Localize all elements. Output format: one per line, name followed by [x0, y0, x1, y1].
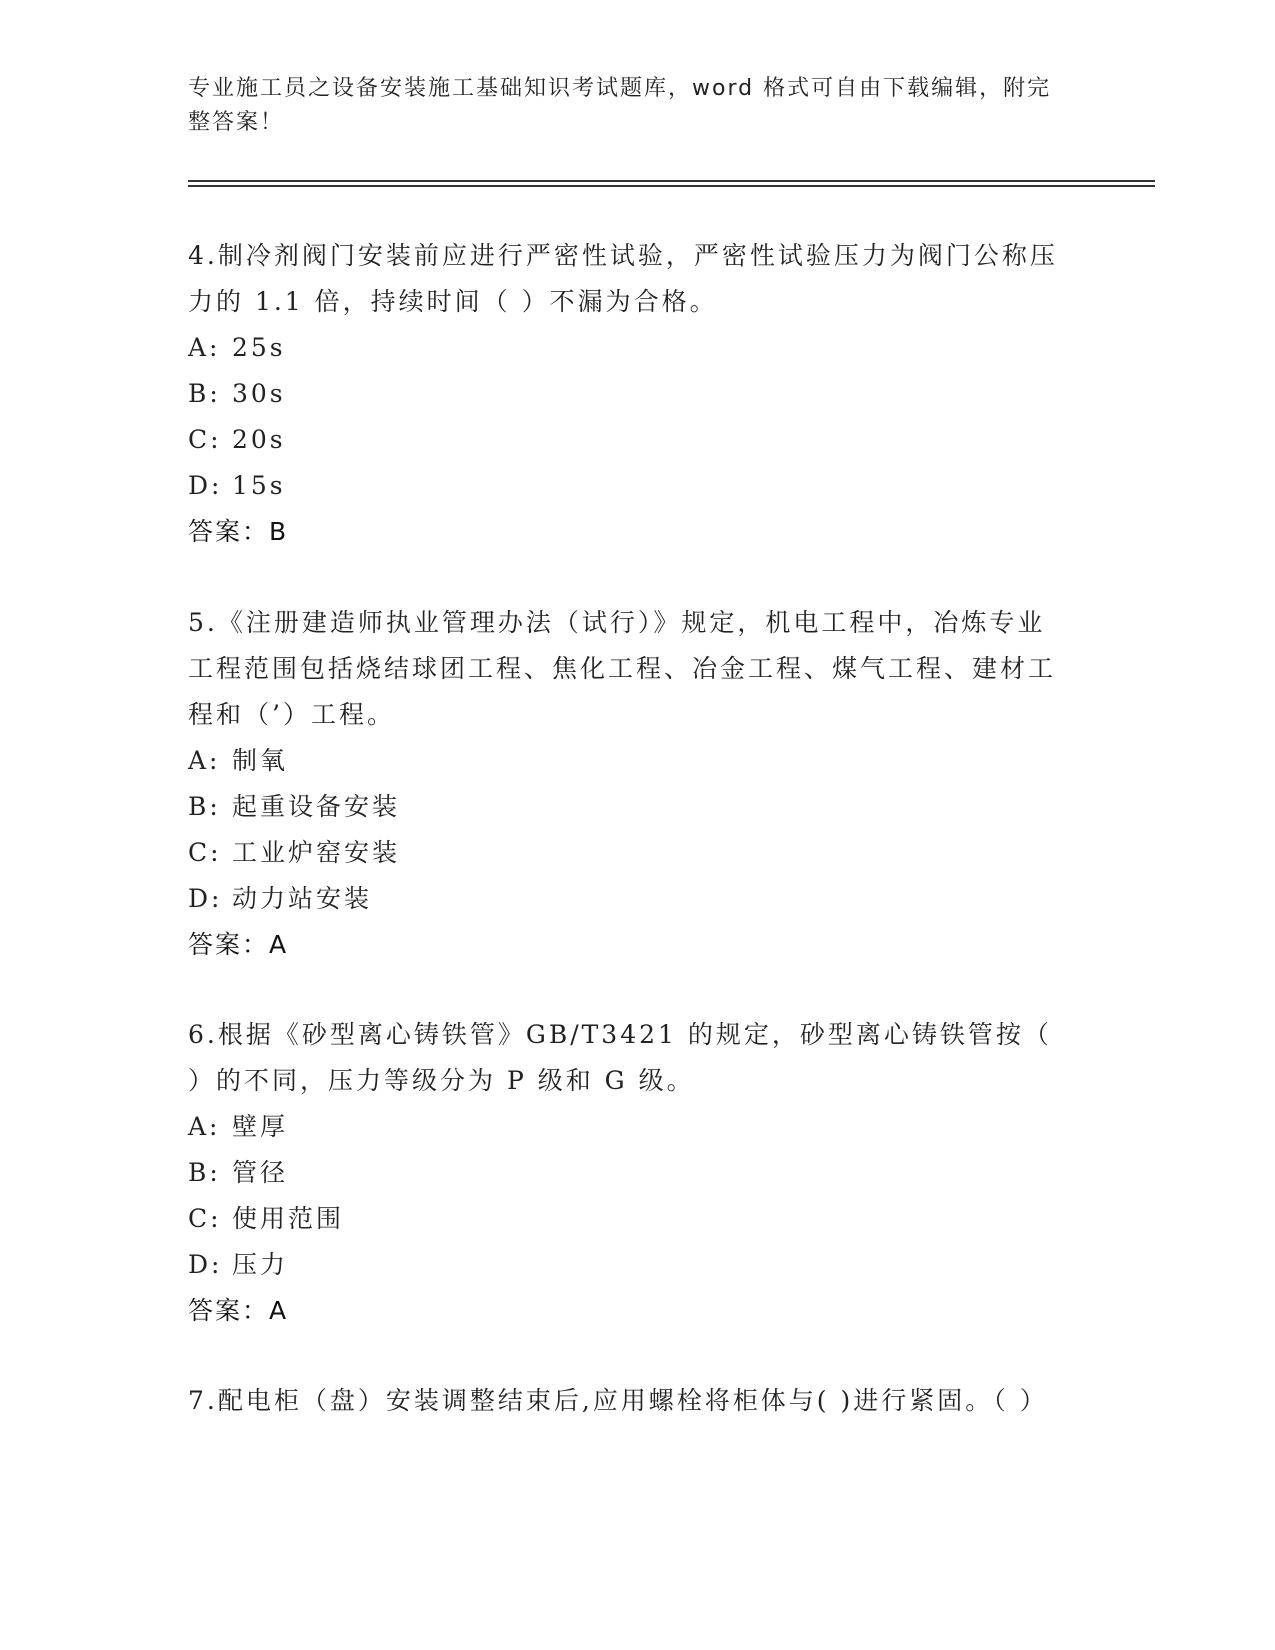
option-a	[188, 325, 1068, 371]
question-stem: 6.根据《砂型离心铸铁管》GB/T3421 的规定，砂型离心铸铁管按（ ）的不同，压力等级分为 P 级和 G 级。	[188, 1020, 1052, 1095]
option-text: 使用范围	[232, 1204, 345, 1233]
option-text: 动力站安装	[232, 884, 373, 913]
answer-line: 答案：A	[188, 1296, 289, 1325]
option-text: 制氧	[232, 746, 289, 775]
option-key: B:	[188, 1158, 221, 1187]
question-6	[188, 1012, 1068, 1334]
option-a	[188, 1104, 1068, 1150]
option-b	[188, 784, 1068, 830]
option-key: C:	[188, 1204, 222, 1233]
header-divider-top	[188, 180, 1155, 182]
option-c	[188, 1196, 1068, 1242]
option-key: C:	[188, 838, 222, 867]
option-c	[188, 417, 1068, 463]
document-header: 专业施工员之设备安装施工基础知识考试题库，word 格式可自由下载编辑，附完整答案！	[188, 76, 1052, 135]
question-7	[188, 1378, 1068, 1424]
option-text: 工业炉窑安装	[232, 838, 401, 867]
question-5	[188, 600, 1068, 968]
option-c	[188, 830, 1068, 876]
option-d	[188, 876, 1068, 922]
answer-line: 答案：B	[188, 517, 289, 546]
option-key: D:	[188, 884, 223, 913]
answer-line: 答案：A	[188, 930, 289, 959]
option-key: B:	[188, 379, 221, 408]
option-text: 壁厚	[232, 1112, 289, 1141]
option-text: 15s	[232, 471, 286, 500]
option-d	[188, 1242, 1068, 1288]
option-text: 30s	[232, 379, 286, 408]
option-d	[188, 463, 1068, 509]
option-key: C:	[188, 425, 222, 454]
option-text: 20s	[232, 425, 286, 454]
option-b	[188, 1150, 1068, 1196]
option-b	[188, 371, 1068, 417]
option-text: 压力	[232, 1250, 289, 1279]
option-key: A:	[188, 333, 221, 362]
question-stem: 4.制冷剂阀门安装前应进行严密性试验，严密性试验压力为阀门公称压力的 1.1 倍，持续时间（ ）不漏为合格。	[188, 241, 1058, 316]
option-key: A:	[188, 1112, 221, 1141]
question-stem: 5.《注册建造师执业管理办法（试行）》规定，机电工程中，冶炼专业工程范围包括烧结球团工程、焦化工程、冶金工程、煤气工程、建材工程和（’）工程。	[188, 608, 1057, 729]
option-key: D:	[188, 471, 223, 500]
question-stem: 7.配电柜（盘）安装调整结束后,应用螺栓将柜体与( )进行紧固。（ ）	[188, 1386, 1048, 1415]
option-key: A:	[188, 746, 221, 775]
option-a	[188, 738, 1068, 784]
header-divider-bottom	[188, 185, 1155, 187]
option-key: B:	[188, 792, 221, 821]
option-key: D:	[188, 1250, 223, 1279]
question-4	[188, 233, 1068, 555]
option-text: 管径	[232, 1158, 289, 1187]
option-text: 25s	[232, 333, 286, 362]
option-text: 起重设备安装	[232, 792, 401, 821]
